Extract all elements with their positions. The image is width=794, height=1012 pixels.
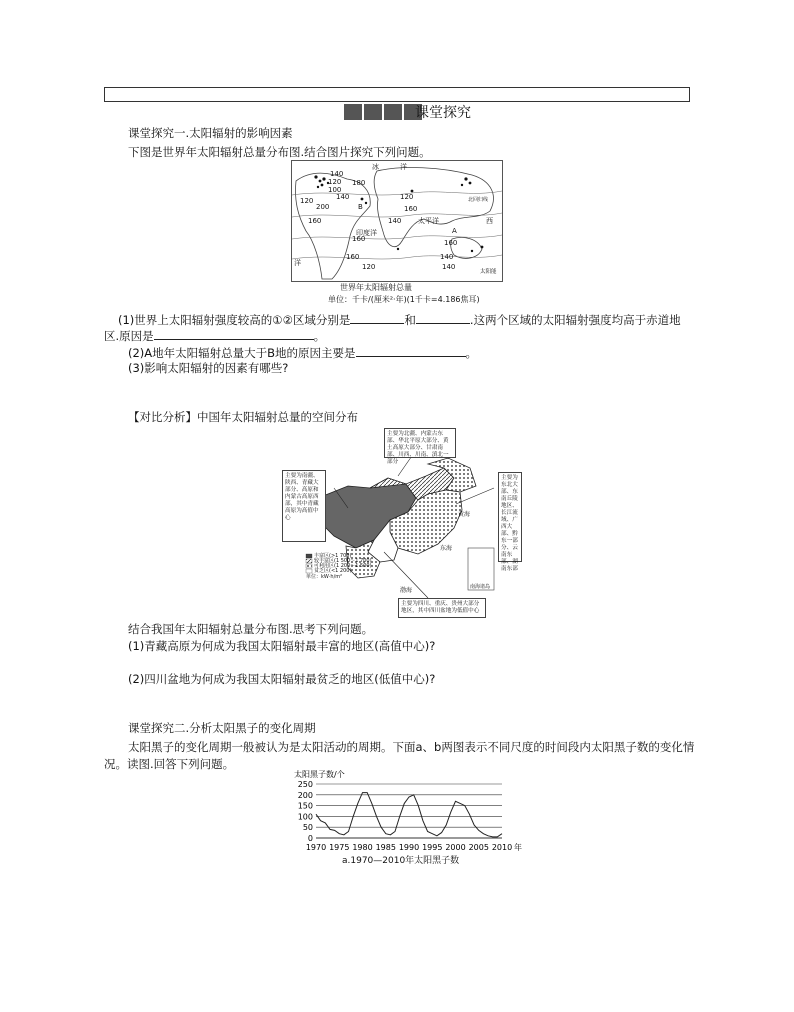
y-tick-label: 200 xyxy=(297,790,313,800)
q1-text-c: .这两个区域的太阳辐射强度均高于赤道地 xyxy=(469,313,681,327)
world-radiation-map xyxy=(291,160,503,282)
y-tick-label: 50 xyxy=(302,823,313,833)
s2-q2: (2)四川盆地为何成为我国太阳辐射最贫乏的地区(低值中心)? xyxy=(128,672,436,686)
answer-blank[interactable] xyxy=(154,328,314,340)
iso-label: 120 xyxy=(362,263,376,271)
map-label-B: B xyxy=(358,203,363,211)
legend-unit: 单位：kW·h/m² xyxy=(306,574,343,580)
answer-blank[interactable] xyxy=(416,312,470,324)
inset-label: 南海诸岛 xyxy=(470,584,491,590)
x-tick-label: 1980 xyxy=(352,843,373,852)
sea-label: 渤海 xyxy=(400,587,413,594)
x-axis-label: 年 xyxy=(514,843,522,852)
legend-item: 丰富区(>1 700) xyxy=(314,553,352,559)
x-tick-label: 2010 xyxy=(491,843,513,852)
y-tick-label: 100 xyxy=(297,812,313,822)
s1-heading: 课堂探究一.太阳辐射的影响因素 xyxy=(128,126,293,140)
iso-label: 100 xyxy=(328,186,342,194)
s2-q1: (1)青藏高原为何成为我国太阳辐射最丰富的地区(高值中心)? xyxy=(128,639,436,653)
q1-text-b: 和 xyxy=(404,313,416,327)
s1-q2 xyxy=(128,345,477,360)
iso-label: 160 xyxy=(308,217,322,225)
s1-q1-cont xyxy=(104,328,325,343)
answer-blank[interactable] xyxy=(356,345,466,357)
iso-label: 140 xyxy=(388,217,402,225)
iso-label: 160 xyxy=(352,235,366,243)
iso-label: 200 xyxy=(316,203,330,211)
iso-label: 120 xyxy=(300,197,314,205)
map-label-indian: 印度洋 xyxy=(356,229,377,237)
sunspot-chart xyxy=(282,768,532,868)
x-tick-label: 1995 xyxy=(422,843,443,852)
legend-item: 较丰富区(1 500～1 700) xyxy=(314,558,372,564)
iso-label: 180 xyxy=(352,179,366,187)
map-caption: 世界年太阳辐射总量 xyxy=(340,283,412,292)
iso-label: 120 xyxy=(328,178,342,186)
map-legend-station: 太阳能 xyxy=(480,269,497,275)
iso-label: 160 xyxy=(444,239,458,247)
s1-intro: 下图是世界年太阳辐射总量分布图.结合图片探究下列问题。 xyxy=(128,145,431,159)
map-label-ice: 冰 xyxy=(372,163,379,171)
s1-q1 xyxy=(118,312,681,327)
answer-blank[interactable] xyxy=(350,312,404,324)
box-left: 主要为南疆、陕西、青藏大部分、高原和内蒙古高原西部，其中青藏高原为高值中心 xyxy=(282,470,326,542)
x-tick-label: 2000 xyxy=(445,843,466,852)
y-tick-label: 0 xyxy=(307,834,313,843)
iso-label: 140 xyxy=(442,263,456,271)
x-tick-label: 1990 xyxy=(398,843,420,852)
sea-label: 黄海 xyxy=(458,511,471,518)
y-tick-label: 150 xyxy=(297,801,313,811)
s2-heading: 【对比分析】中国年太阳辐射总量的空间分布 xyxy=(128,410,358,424)
sunspot-series-line xyxy=(316,793,502,837)
q1-text-e: 。 xyxy=(313,329,326,343)
iso-label: 140 xyxy=(440,253,454,261)
s1-q3: (3)影响太阳辐射的因素有哪些? xyxy=(128,361,289,375)
iso-label: 160 xyxy=(346,253,360,261)
box-bottom: 主要为四川、重庆、贵州大部分地区，其中四川盆地为低值中心 xyxy=(398,598,486,618)
q1-text-d: 区.原因是 xyxy=(104,329,154,343)
chart-caption: a.1970—2010年太阳黑子数 xyxy=(342,856,460,866)
x-tick-label: 2005 xyxy=(468,843,489,852)
section-title: 课堂探究 xyxy=(415,105,471,121)
map-label-ocean: 洋 xyxy=(400,163,407,171)
box-top: 主要为北疆、内蒙古东部、华北平原大部分、黄土高原大部分、甘肃南部、川西、川南、滇北一部分 xyxy=(384,428,456,458)
map-label-west: 西 xyxy=(486,217,493,225)
s2-intro: 结合我国年太阳辐射总量分布图.思考下列问题。 xyxy=(128,622,374,636)
china-map-figure xyxy=(278,428,518,620)
map-label-tropic: 北回归线 xyxy=(468,197,489,203)
header-bar xyxy=(104,87,690,102)
map-label-pacific: 太平洋 xyxy=(418,217,439,225)
s3-intro-1: 太阳黑子的变化周期一般被认为是太阳活动的周期。下面a、b两图表示不同尺度的时间段内太阳黑子数的变化情 xyxy=(128,740,695,754)
box-right: 主要为东北大部、东南丘陵地区、长江流域、广西大部、黔东一部分、云南东部、湖南东部 xyxy=(498,472,522,562)
header-blocks xyxy=(344,104,422,120)
iso-label: 140 xyxy=(330,170,344,178)
iso-label: 140 xyxy=(336,193,350,201)
x-tick-label: 1975 xyxy=(329,843,350,852)
q1-text-a: (1)世界上太阳辐射强度较高的①②区域分别是 xyxy=(118,313,351,327)
iso-label: 120 xyxy=(400,193,414,201)
q2-text-a: (2)A地年太阳辐射总量大于B地的原因主要是 xyxy=(128,346,356,360)
legend-item: 贫乏区(<1 200) xyxy=(314,568,352,574)
q2-text-b: 。 xyxy=(465,346,478,360)
iso-label: 160 xyxy=(404,205,418,213)
s3-intro-2: 况。读图.回答下列问题。 xyxy=(104,757,235,771)
map-label-A: A xyxy=(452,227,457,235)
map-label-sea: 洋 xyxy=(294,259,301,267)
legend-item: 可利用区(1 200～1 500) xyxy=(314,563,372,569)
world-map-svg xyxy=(292,161,502,281)
x-tick-label: 1985 xyxy=(375,843,396,852)
sea-label: 东海 xyxy=(440,545,453,552)
map-unit: 单位：千卡/(厘米²·年)(1千卡=4.186焦耳) xyxy=(328,295,480,304)
y-axis-label: 太阳黑子数/个 xyxy=(294,770,345,779)
x-tick-label: 1970 xyxy=(305,843,327,852)
y-tick-label: 250 xyxy=(297,780,313,789)
s3-heading: 课堂探究二.分析太阳黑子的变化周期 xyxy=(128,721,316,735)
